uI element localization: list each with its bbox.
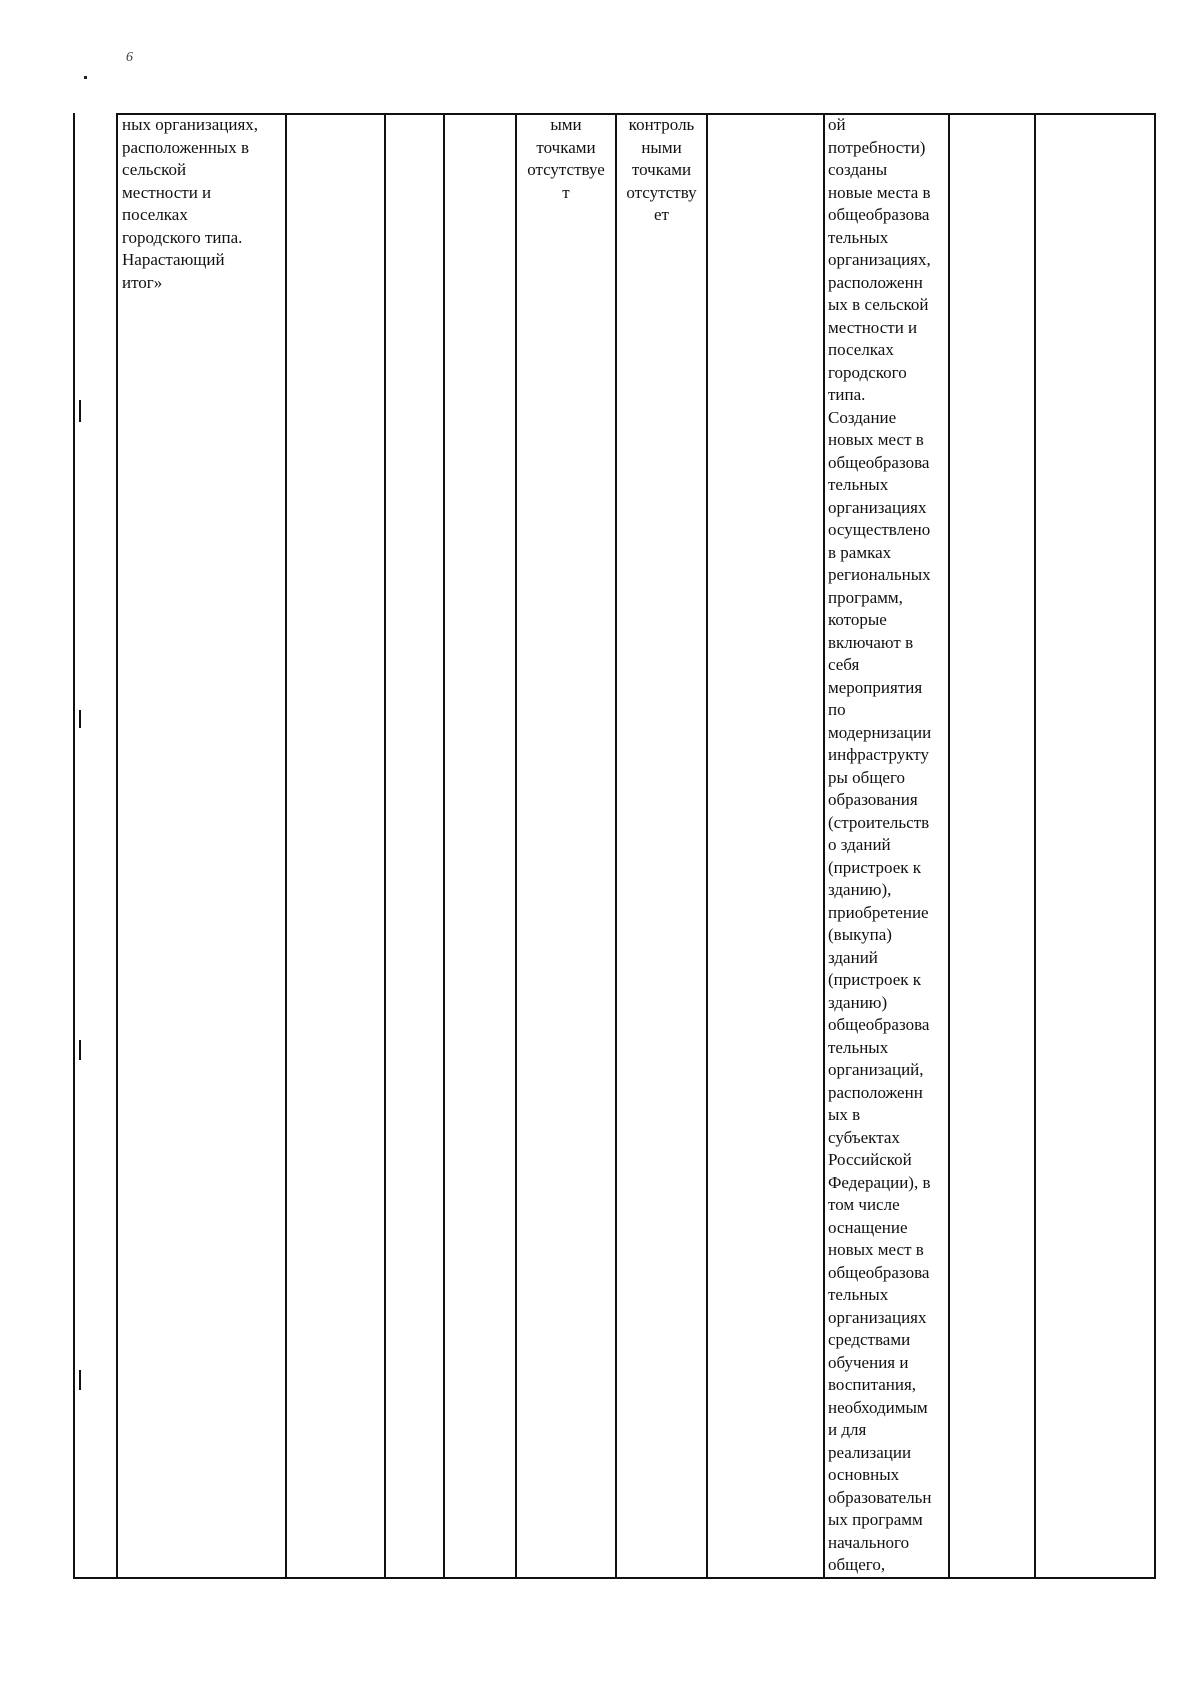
scan-mark [79,1370,81,1390]
column-divider [515,113,517,1579]
page-mark: 6 [126,50,133,65]
scan-speck [84,76,87,79]
cell-control-points-2: контроль ными точками отсутству ет [626,115,697,224]
table-border-right [1154,113,1156,1579]
column-divider [443,113,445,1579]
column-divider [1034,113,1036,1579]
cell-indicator-name: ных организациях, расположенных в сельской местности и поселках городского типа. Нарастающий итог» [122,115,259,292]
cell-control-points-1: ыми точками отсутствуе т [527,115,605,202]
column-divider [615,113,617,1579]
column-divider [116,113,118,1579]
scan-mark [79,710,81,728]
scan-mark [79,400,81,422]
column-divider [823,113,825,1579]
cell-comment: ой потребности) созданы новые места в общеобразова тельных организациях, расположенн ых в сельской местности и поселках городского типа. Создание новых мест в общеобразова тельных организациях осуществлено в рамках региональных программ, которые включают в себя мероприятия по модернизации инфраструкту ры общего образования (строительств о зданий (пристроек к зданию), приобретение (выкупа) зданий (пристроек к зданию) общеобразова тельных организаций, расположенн ых в субъектах Российской Федерации), в том числе оснащение новых мест в общеобразова тельных организациях средствами обучения и воспитания, необходимым и для реализации основных образовательн ых программ начального общего, [828,115,932,1574]
column-divider [706,113,708,1579]
scan-mark [79,1040,81,1060]
column-divider [285,113,287,1579]
table-border-bottom [73,1577,1156,1579]
document-table [73,113,1156,1579]
column-divider [384,113,386,1579]
table-border-left [73,113,75,1579]
